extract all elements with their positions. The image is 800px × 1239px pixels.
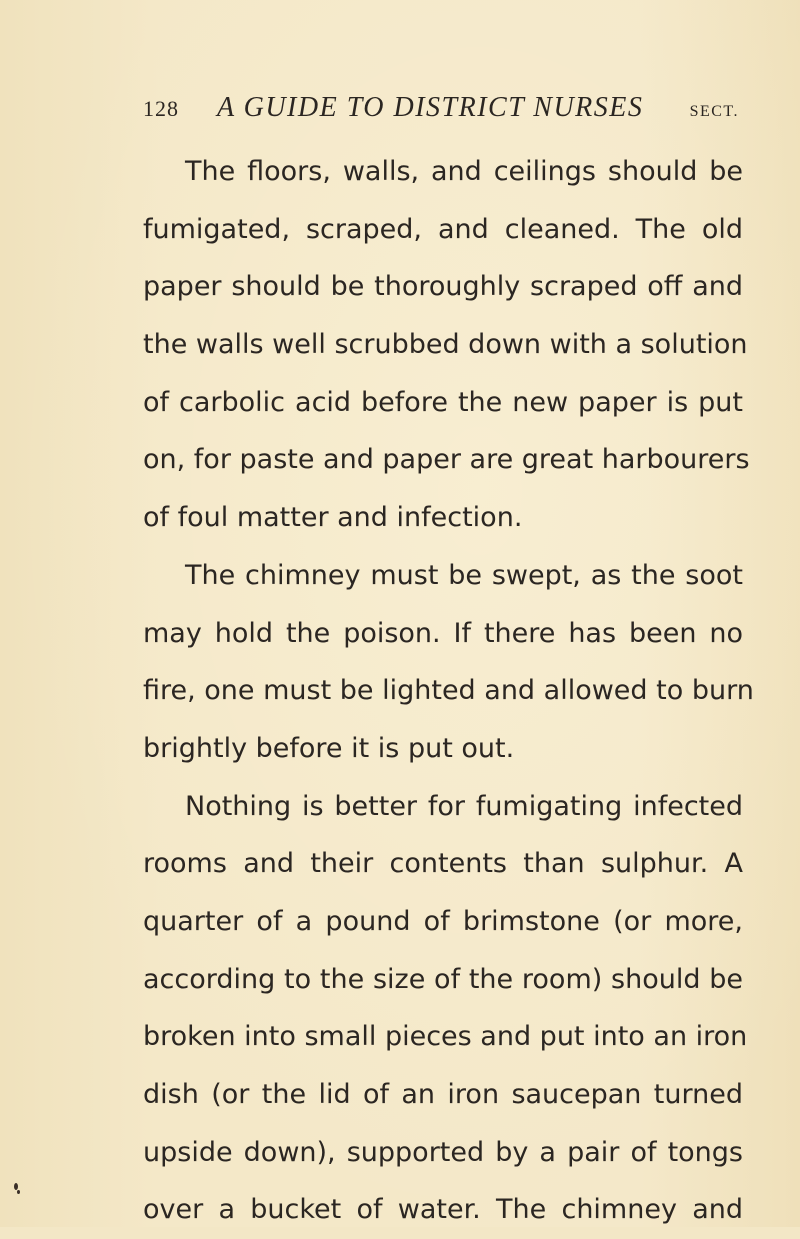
paragraph xyxy=(143,143,750,547)
text-line: on, for paste and paper are great harbourers xyxy=(143,444,750,476)
section-label: SECT. xyxy=(689,103,739,120)
running-head xyxy=(143,92,739,132)
text-line: broken into small pieces and put into an iron xyxy=(143,1021,748,1053)
text-line: upside down), supported by a pair of tongs xyxy=(143,1136,743,1168)
text-line: dish (or the lid of an iron saucepan turned xyxy=(143,1079,743,1110)
text-line: of foul matter and infection. xyxy=(143,502,523,534)
text-line: quarter of a pound of brimstone (or more, xyxy=(143,905,743,937)
text-line: The floors, walls, and ceilings should be xyxy=(185,156,743,187)
text-line: The chimney must be swept, as the soot xyxy=(185,559,743,591)
ink-speck xyxy=(17,1190,20,1194)
text-line: fire, one must be lighted and allowed to burn xyxy=(143,675,754,707)
ink-speck xyxy=(14,1183,18,1190)
paragraph xyxy=(143,778,748,1239)
text-line: over a bucket of water. The chimney and xyxy=(143,1194,743,1226)
text-line: the walls well scrubbed down with a solution xyxy=(143,329,748,361)
text-line: rooms and their contents than sulphur. A xyxy=(143,848,743,880)
running-title: A GUIDE TO DISTRICT NURSES xyxy=(217,92,644,123)
paragraph xyxy=(143,547,754,778)
text-line: brightly before it is put out. xyxy=(143,732,515,764)
text-line: paper should be thoroughly scraped off and xyxy=(143,271,743,303)
text-line: Nothing is better for fumigating infected xyxy=(185,790,743,822)
text-line: may hold the poison. If there has been no xyxy=(143,617,743,649)
text-line: fumigated, scraped, and cleaned. The old xyxy=(143,213,743,245)
text-line: according to the size of the room) should be xyxy=(143,963,743,995)
page-number: 128 xyxy=(143,96,179,121)
body-text xyxy=(143,143,754,1239)
text-line: of carbolic acid before the new paper is put xyxy=(143,386,743,418)
